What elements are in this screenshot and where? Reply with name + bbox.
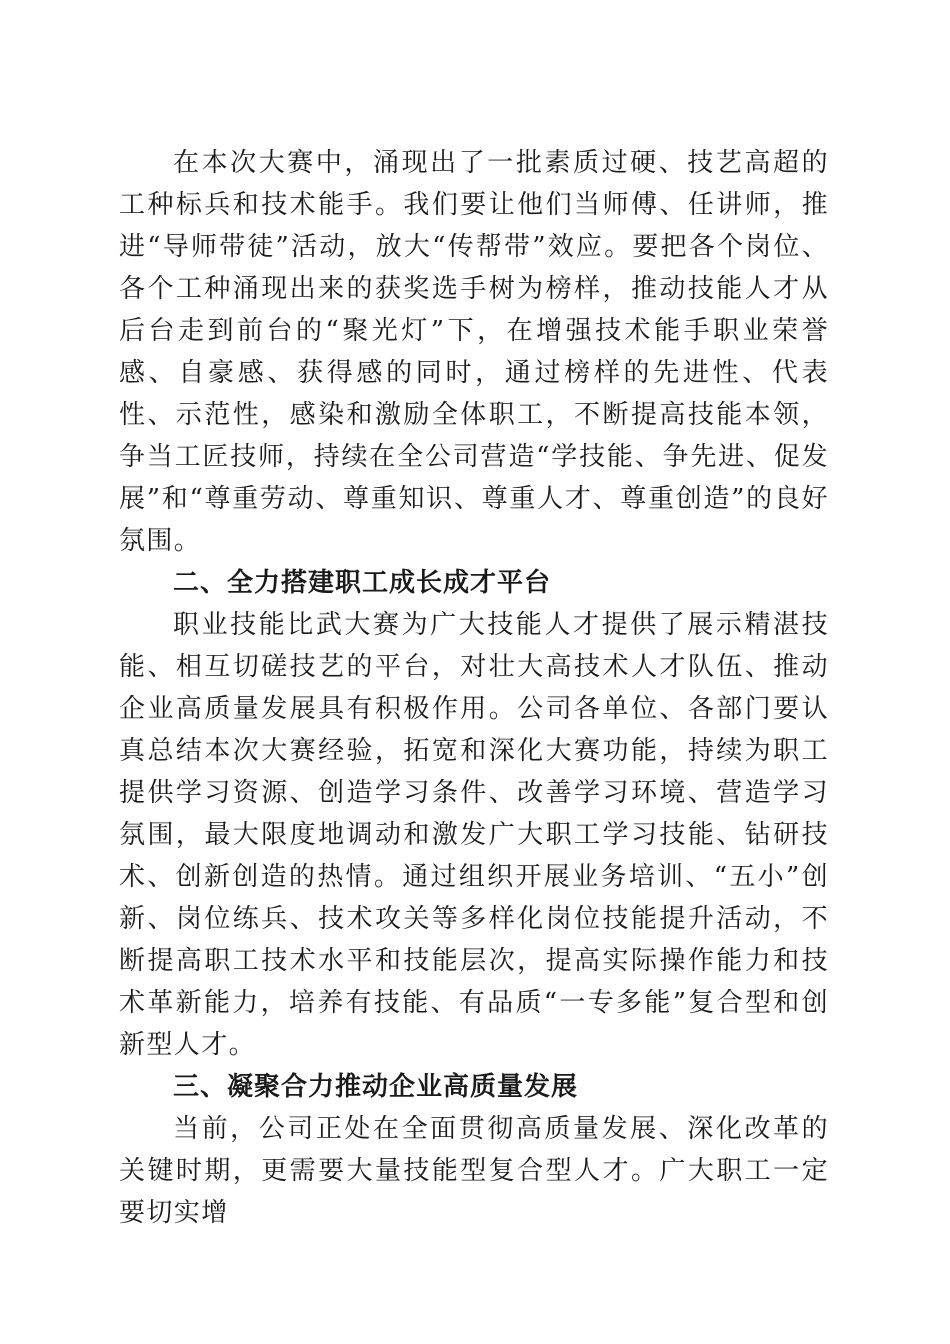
body-paragraph: 当前，公司正处在全面贯彻高质量发展、深化改革的关键时期，更需要大量技能型复合型人才。广大职工一定要切实增: [119, 1114, 829, 1228]
section-heading: 二、全力搭建职工成长成才平台: [173, 568, 552, 598]
section-heading: 三、凝聚合力推动企业高质量发展: [173, 1072, 579, 1102]
document-body: [119, 142, 829, 1234]
body-paragraph: 在本次大赛中，涌现出了一批素质过硬、技艺高超的工种标兵和技术能手。我们要让他们当师傅、任讲师，推进“导师带徒”活动，放大“传帮带”效应。要把各个岗位、各个工种涌现出来的获奖选手树为榜样，推动技能人才从后台走到前台的“聚光灯”下，在增强技术能手职业荣誉感、自豪感、获得感的同时，通过榜样的先进性、代表性、示范性，感染和激励全体职工，不断提高技能本领，争当工匠技师，持续在全公司营造“学技能、争先进、促发展”和“尊重劳动、尊重知识、尊重人才、尊重创造”的良好氛围。: [119, 148, 829, 556]
body-paragraph: 职业技能比武大赛为广大技能人才提供了展示精湛技能、相互切磋技艺的平台，对壮大高技术人才队伍、推动企业高质量发展具有积极作用。公司各单位、各部门要认真总结本次大赛经验，拓宽和深化大赛功能，持续为职工提供学习资源、创造学习条件、改善学习环境、营造学习氛围，最大限度地调动和激发广大职工学习技能、钻研技术、创新创造的热情。通过组织开展业务培训、“五小”创新、岗位练兵、技术攻关等多样化岗位技能提升活动，不断提高职工技术水平和技能层次，提高实际操作能力和技术革新能力，培养有技能、有品质“一专多能”复合型和创新型人才。: [119, 610, 829, 1060]
